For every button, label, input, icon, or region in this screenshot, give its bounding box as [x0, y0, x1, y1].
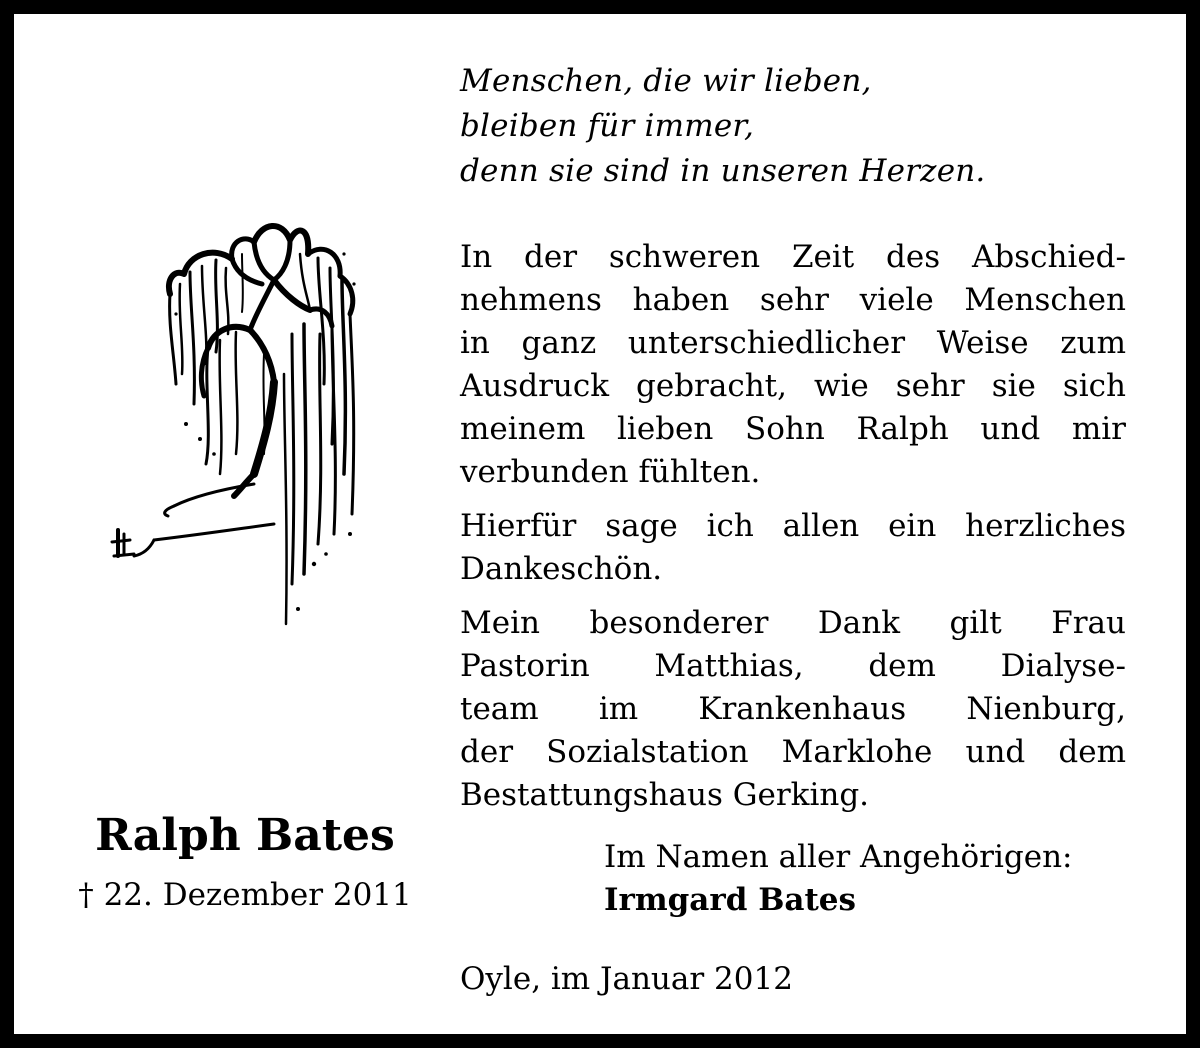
- poem-line: bleiben für immer,: [460, 108, 755, 144]
- signoff-intro: Im Namen aller Angehörigen:: [604, 839, 1073, 875]
- place-date: Oyle, im Januar 2012: [460, 961, 793, 997]
- paragraph-line: in ganz unterschiedlicher Weise zum: [460, 325, 1126, 361]
- signer-name: Irmgard Bates: [604, 882, 856, 918]
- paragraph-line: verbunden fühlten.: [460, 454, 761, 490]
- paragraph-line: Dankeschön.: [460, 551, 663, 587]
- paragraph-line: Mein besonderer Dank gilt Frau: [460, 605, 1126, 641]
- paragraph-line: team im Krankenhaus Nienburg,: [460, 691, 1126, 727]
- thanks-paragraph-3: [460, 602, 1126, 817]
- paragraph-line: Hierfür sage ich allen ein herzliches: [460, 508, 1126, 544]
- poem: [460, 59, 1160, 194]
- weeping-willow-icon: [104, 214, 374, 639]
- paragraph-line: In der schweren Zeit des Abschied-: [460, 239, 1126, 275]
- poem-line: denn sie sind in unseren Herzen.: [460, 153, 986, 189]
- paragraph-line: nehmens haben sehr viele Menschen: [460, 282, 1126, 318]
- deceased-name: Ralph Bates: [95, 810, 395, 861]
- death-date: † 22. Dezember 2011: [78, 877, 412, 913]
- paragraph-line: Pastorin Matthias, dem Dialyse-: [460, 648, 1126, 684]
- paragraph-line: Ausdruck gebracht, wie sehr sie sich: [460, 368, 1126, 404]
- paragraph-line: Bestattungshaus Gerking.: [460, 777, 870, 813]
- signoff: [604, 836, 1073, 922]
- paragraph-line: der Sozialstation Marklohe und dem: [460, 734, 1126, 770]
- thanks-paragraph-2: [460, 505, 1126, 591]
- paragraph-line: meinem lieben Sohn Ralph und mir: [460, 411, 1126, 447]
- poem-line: Menschen, die wir lieben,: [460, 63, 872, 99]
- thanks-paragraph-1: [460, 236, 1126, 494]
